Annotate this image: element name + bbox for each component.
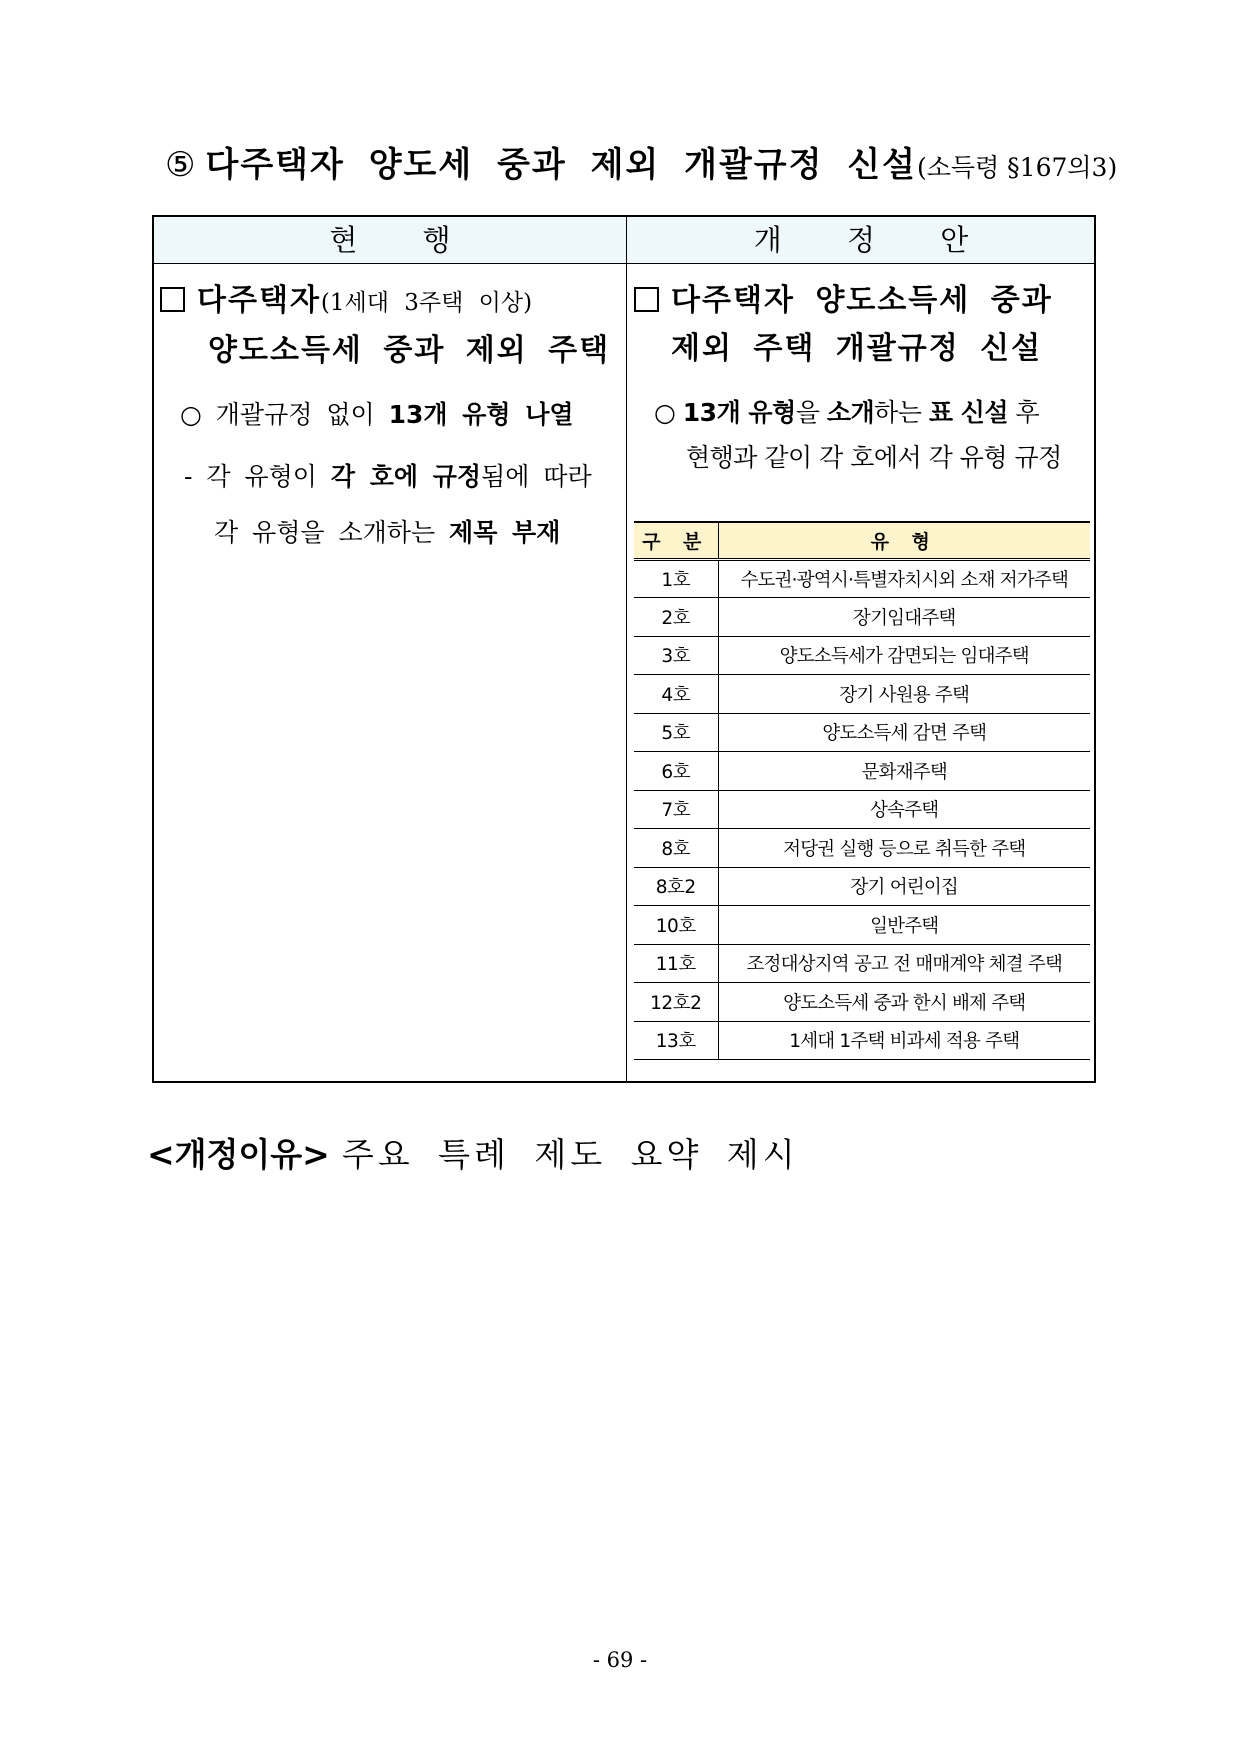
row-type: 장기 사원용 주택 [718, 675, 1090, 714]
current-heading-bold: 다주택자 [197, 283, 321, 318]
type-table-body [634, 559, 1090, 1060]
table-row [634, 675, 1090, 714]
section-title-text: 다주택자 양도세 중과 제외 개괄규정 신설 [205, 145, 918, 185]
revision-reason [147, 1133, 799, 1177]
row-type: 장기임대주택 [718, 598, 1090, 637]
column-header-category: 구 분 [634, 522, 718, 559]
table-row [634, 790, 1090, 829]
table-row [634, 906, 1090, 945]
current-bullet-text: 개괄규정 없이 [215, 400, 389, 429]
row-category: 10호 [634, 906, 718, 945]
row-category: 13호 [634, 1021, 718, 1060]
bullet-circle-icon: ○ [654, 398, 676, 427]
table-row [634, 1021, 1090, 1060]
dash-text-a: 각 유형이 [206, 462, 331, 491]
proposed-text-6: 후 [1008, 398, 1040, 427]
row-type: 조정대상지역 공고 전 매매계약 체결 주택 [718, 944, 1090, 983]
section-number: ⑤ [165, 145, 196, 185]
row-category: 8호2 [634, 867, 718, 906]
row-type: 양도소득세 중과 한시 배제 주택 [718, 983, 1090, 1022]
row-category: 4호 [634, 675, 718, 714]
table-row [634, 636, 1090, 675]
current-column [160, 277, 622, 561]
type-table-header [634, 522, 1090, 559]
current-bullet-bold: 13개 유형 나열 [388, 400, 574, 429]
row-type: 1세대 1주택 비과세 적용 주택 [718, 1021, 1090, 1060]
header-proposed: 개 정 안 [753, 223, 997, 257]
page-number: - 69 - [592, 1648, 648, 1672]
proposed-bold-3: 소개 [826, 398, 875, 427]
proposed-bullet [634, 391, 1090, 435]
row-category: 11호 [634, 944, 718, 983]
housing-type-table [634, 521, 1090, 1060]
row-category: 12호2 [634, 983, 718, 1022]
row-type: 상속주택 [718, 790, 1090, 829]
row-category: 7호 [634, 790, 718, 829]
current-heading [160, 277, 622, 327]
row-type: 양도소득세가 감면되는 임대주택 [718, 636, 1090, 675]
current-heading-paren: (1세대 3주택 이상) [320, 290, 533, 316]
checkbox-square-icon [634, 287, 659, 312]
row-type: 장기 어린이집 [718, 867, 1090, 906]
row-category: 1호 [634, 559, 718, 598]
table-row [634, 983, 1090, 1022]
current-dash-line1 [184, 449, 622, 505]
table-row [634, 559, 1090, 598]
checkbox-square-icon [160, 287, 185, 312]
revision-reason-text: 주요 특례 제도 요약 제시 [341, 1135, 799, 1174]
header-current: 현 행 [329, 223, 479, 257]
proposed-bold-1: 13개 유형 [682, 398, 796, 427]
table-row [634, 867, 1090, 906]
table-row [634, 829, 1090, 868]
column-header-type: 유 형 [718, 522, 1090, 559]
proposed-bullet-line2: 현행과 같이 각 호에서 각 유형 규정 [686, 443, 1062, 472]
row-category: 2호 [634, 598, 718, 637]
current-bullet [160, 393, 622, 437]
revision-reason-label: <개정이유> [147, 1135, 330, 1174]
proposed-heading-line2: 제외 주택 개괄규정 신설 [671, 331, 1043, 366]
current-dash-item [160, 449, 622, 561]
proposed-text-2: 을 [795, 398, 827, 427]
proposed-heading [634, 277, 1090, 325]
table-row [634, 598, 1090, 637]
row-category: 6호 [634, 752, 718, 791]
section-title-reference: (소득령 §167의3) [917, 153, 1118, 182]
proposed-column [634, 277, 1090, 481]
row-type: 저당권 실행 등으로 취득한 주택 [718, 829, 1090, 868]
row-category: 5호 [634, 713, 718, 752]
row-category: 8호 [634, 829, 718, 868]
table-row [634, 752, 1090, 791]
proposed-heading-line1: 다주택자 양도소득세 중과 [671, 283, 1053, 318]
dash-text-c: 각 유형을 소개하는 [214, 518, 450, 547]
bullet-circle-icon: ○ [180, 400, 202, 429]
comparison-header [154, 217, 1094, 264]
row-type: 문화재주택 [718, 752, 1090, 791]
row-type: 양도소득세 감면 주택 [718, 713, 1090, 752]
column-divider [626, 217, 627, 1081]
proposed-bold-5: 표 신설 [928, 398, 1009, 427]
proposed-text-4: 하는 [874, 398, 929, 427]
dash-bold-a: 각 호에 규정 [330, 462, 482, 491]
dash-bold-b: 제목 부재 [449, 518, 561, 547]
table-row [634, 944, 1090, 983]
table-row [634, 713, 1090, 752]
dash-mark: - [184, 462, 193, 491]
current-dash-line2 [184, 505, 622, 561]
row-category: 3호 [634, 636, 718, 675]
dash-text-b: 됨에 따라 [481, 462, 592, 491]
row-type: 일반주택 [718, 906, 1090, 945]
section-title [165, 143, 1125, 190]
row-type: 수도권·광역시·특별자치시외 소재 저가주택 [718, 559, 1090, 598]
current-heading-line2: 양도소득세 중과 제외 주택 [208, 333, 611, 368]
